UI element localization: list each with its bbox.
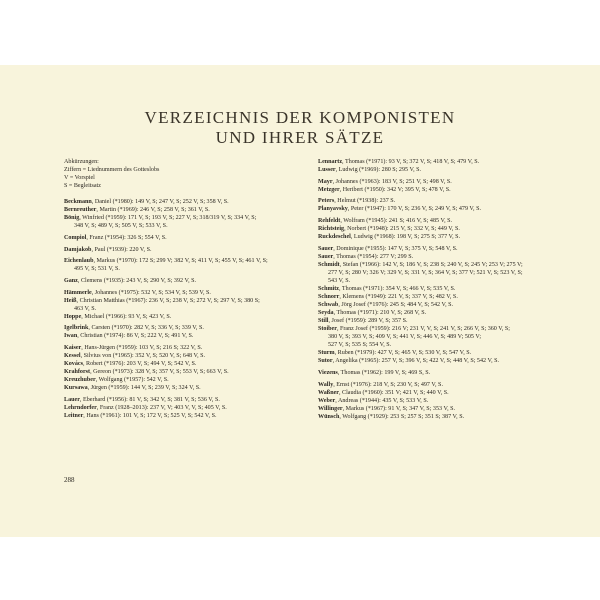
composer-group bbox=[64, 246, 288, 254]
composer-works: , Hans (*1961): 101 V, S; 172 V, S; 525 V, S; 542 V, S. bbox=[83, 413, 217, 420]
composer-works: , Thomas (*1971): 93 V, S; 372 V, S; 418 V, S; 479 V, S. bbox=[342, 159, 480, 165]
composer-name: Richtsteig bbox=[318, 226, 345, 233]
composer-works: 380 V, S; 393 V, S; 409 V, S; 441 V, S; 446 V, S; 489 V; 505 V; bbox=[328, 334, 482, 341]
composer-entry-line bbox=[318, 389, 548, 397]
composer-name: Lauer bbox=[64, 396, 80, 403]
composer-entry-line bbox=[318, 413, 548, 421]
composer-entry-line bbox=[318, 225, 548, 233]
composer-entry-line bbox=[64, 344, 288, 352]
composer-group bbox=[64, 344, 288, 392]
composer-works: , Gereon (*1973): 328 V, S; 357 V, S; 553 V, S; 663 V, S. bbox=[90, 369, 229, 376]
composer-works: 463 V, S. bbox=[74, 305, 97, 312]
composer-works: , Wolfgang (*1957): 542 V, S. bbox=[95, 377, 169, 384]
composer-entry-line bbox=[64, 368, 288, 376]
composer-name: Lennartz bbox=[318, 159, 343, 165]
composer-entry-line bbox=[64, 246, 288, 254]
composer-works: , Heribert (*1950): 342 V; 395 V, S; 478 V, S. bbox=[339, 186, 451, 193]
composer-entry-line bbox=[64, 297, 288, 305]
composer-entry-line bbox=[318, 186, 548, 194]
composer-works: , Stefan (*1966): 142 V, S; 186 V, S; 238 S; 240 V, S; 245 V; 253 V; 275 V; bbox=[339, 261, 523, 268]
composer-name: Stoiber bbox=[318, 326, 337, 333]
composer-entry-line bbox=[64, 305, 288, 313]
composer-list-right bbox=[318, 158, 548, 421]
composer-name: Wally bbox=[318, 381, 334, 388]
abbreviation-item: V = Vorspiel bbox=[64, 175, 95, 182]
composer-entry-line bbox=[64, 324, 288, 332]
composer-works: , Johannes (*1975): 532 V, S; 534 V, S; 539 V, S. bbox=[91, 289, 211, 296]
composer-works: , Markus (*1970): 172 S; 299 V; 382 V, S; 411 V, S; 455 V, S; 461 V, S; bbox=[93, 258, 268, 265]
book-page bbox=[0, 65, 600, 537]
composer-entry-line bbox=[318, 357, 548, 365]
composer-name: Lehrndorfer bbox=[64, 404, 97, 411]
composer-entry-line bbox=[64, 222, 288, 230]
abbreviations-heading: Abkürzungen: bbox=[64, 159, 99, 165]
composer-name: Willinger bbox=[318, 405, 343, 412]
composer-group bbox=[64, 234, 288, 242]
composer-works: , Thomas (*1971): 354 V, S; 466 V, S; 535 V, S. bbox=[339, 286, 456, 293]
composer-works: , Paul (*1939): 220 V, S. bbox=[91, 246, 152, 253]
composer-group bbox=[64, 289, 288, 321]
composer-entry-line bbox=[318, 309, 548, 317]
composer-entry-line bbox=[318, 333, 548, 341]
composer-name: Leitner bbox=[64, 413, 84, 420]
composer-group bbox=[318, 178, 548, 194]
composer-entry-line bbox=[64, 404, 288, 412]
composer-works: , Franz (1928–2013): 237 V, V; 403 V, V, S; 405 V, S. bbox=[96, 404, 227, 411]
composer-works: , Ruben (*1979): 427 V, S; 465 V, S; 530 V, S; 547 V, S. bbox=[334, 350, 472, 357]
composer-entry-line bbox=[64, 396, 288, 404]
composer-name: Iwan bbox=[64, 333, 78, 340]
composer-name: Sutor bbox=[318, 358, 333, 365]
composer-works: , Martin (*1969): 246 V, S; 258 V, S; 361 V, S. bbox=[96, 207, 210, 214]
composer-works: , Clemens (*1935): 243 V, S; 290 V, S; 392 V, S. bbox=[77, 277, 197, 284]
composer-entry-line bbox=[64, 313, 288, 321]
composer-works: , Johannes (*1963): 183 V, S; 251 V, S; 498 V, S. bbox=[332, 178, 452, 185]
composer-list-left bbox=[64, 198, 288, 420]
composer-name: Kessel bbox=[64, 353, 81, 360]
composer-name: Compiol bbox=[64, 234, 87, 241]
composer-entry-line bbox=[318, 245, 548, 253]
composer-works: , Claudia (*1960): 351 V; 421 V, S; 440 V, S. bbox=[339, 389, 449, 396]
composer-name: Hämmerle bbox=[64, 289, 92, 296]
abbreviation-item: Ziffern = Liednummern des Gotteslobs bbox=[64, 167, 160, 174]
composer-entry-line bbox=[318, 405, 548, 413]
composer-entry-line bbox=[64, 206, 288, 214]
composer-name: Metzger bbox=[318, 186, 340, 193]
composer-works: 543 V, S. bbox=[328, 277, 351, 284]
composer-entry-line bbox=[64, 352, 288, 360]
composer-entry-line bbox=[64, 265, 288, 273]
composer-works: , Carsten (*1970): 282 V, S; 336 V, S; 339 V, S. bbox=[88, 325, 204, 332]
composer-works: , Klemens (*1949): 221 V, S; 337 V, S; 482 V, S. bbox=[339, 294, 458, 301]
composer-works: 527 V, S; 535 S; 554 V, S. bbox=[328, 342, 392, 349]
composer-works: , Michael (*1966): 93 V, S; 423 V, S. bbox=[81, 313, 172, 320]
composer-entry-line bbox=[64, 360, 288, 368]
composer-works: , Ludwig (*1969): 280 S; 295 V, S. bbox=[335, 167, 422, 174]
right-column bbox=[318, 158, 548, 425]
composer-name: Peters bbox=[318, 198, 335, 205]
composer-works: , Angelika (*1965): 257 V, S; 396 V, S; 422 V, S; 448 V, S; 542 V, S. bbox=[332, 358, 500, 365]
composer-name: Ruckdeschel bbox=[318, 234, 351, 241]
composer-works: , Andreas (*1944): 435 V, S; 533 V, S. bbox=[335, 397, 429, 404]
composer-name: Krahforst bbox=[64, 369, 91, 376]
composer-works: 495 V, S; 531 V, S. bbox=[74, 266, 120, 273]
page-number: 288 bbox=[64, 476, 75, 484]
composer-works: , Helmut (*1938): 237 S. bbox=[334, 198, 396, 205]
composer-name: Sturm bbox=[318, 350, 335, 357]
composer-entry-line bbox=[318, 233, 548, 241]
composer-group bbox=[318, 381, 548, 421]
composer-works: , Thomas (*1962): 199 V, S; 469 S, S. bbox=[337, 370, 431, 377]
composer-name: Kovács bbox=[64, 361, 83, 368]
composer-entry-line bbox=[318, 341, 548, 349]
composer-entry-line bbox=[64, 412, 288, 420]
composer-group bbox=[64, 198, 288, 230]
composer-works: , Jürgen (*1959): 144 V, S; 239 V, S; 324 V, S. bbox=[87, 385, 201, 392]
composer-entry-line bbox=[64, 257, 288, 265]
composer-name: Bernreuther bbox=[64, 207, 97, 214]
composer-name: Lusser bbox=[318, 167, 336, 174]
composer-works: 277 V, S; 280 V; 326 V; 329 V, S; 331 V, S; 364 V, S; 377 V; 521 V, S; 523 V, S; bbox=[328, 269, 523, 276]
composer-group bbox=[64, 324, 288, 340]
composer-works: , Wolfgang (*1929): 253 S; 257 S; 351 S; 387 V, S. bbox=[339, 413, 465, 420]
composer-name: Igelbrink bbox=[64, 325, 89, 332]
composer-group bbox=[64, 396, 288, 420]
composer-entry-line bbox=[64, 198, 288, 206]
composer-entry-line bbox=[318, 158, 548, 166]
composer-name: Seyda bbox=[318, 310, 334, 317]
composer-name: Planyavsky bbox=[318, 206, 348, 213]
composer-entry-line bbox=[318, 369, 548, 377]
composer-name: Ganz bbox=[64, 277, 78, 284]
composer-group bbox=[64, 257, 288, 273]
left-column bbox=[64, 158, 288, 424]
composer-entry-line bbox=[318, 301, 548, 309]
composer-name: Viezens bbox=[318, 370, 338, 377]
composer-entry-line bbox=[318, 349, 548, 357]
composer-entry-line bbox=[318, 217, 548, 225]
composer-name: Sauer bbox=[318, 253, 334, 260]
composer-entry-line bbox=[64, 376, 288, 384]
composer-group bbox=[318, 369, 548, 377]
composer-name: Sauer bbox=[318, 245, 334, 252]
composer-works: , Ernst (*1976): 218 V, S; 230 V, S; 497 V, S. bbox=[333, 381, 443, 388]
composer-name: Kreuzhuber bbox=[64, 377, 96, 384]
composer-works: , Josef (*1959): 289 V, S; 357 S. bbox=[328, 318, 408, 325]
composer-name: Waßner bbox=[318, 389, 339, 396]
composer-entry-line bbox=[318, 381, 548, 389]
composer-works: , Robert (*1976): 203 V, S; 494 V, S; 542 V, S. bbox=[82, 361, 197, 368]
composer-works: , Christian Matthias (*1967): 236 V, S; 238 V, S; 272 V, S; 297 V, S; 380 S; bbox=[76, 297, 260, 304]
composer-works: , Franz (*1954): 326 S; 554 V, S. bbox=[86, 234, 167, 241]
composer-entry-line bbox=[64, 277, 288, 285]
page-title-line1: VERZEICHNIS DER KOMPONISTEN bbox=[144, 108, 456, 127]
composer-name: Damjakob bbox=[64, 246, 92, 253]
composer-name: Still bbox=[318, 318, 329, 325]
composer-entry-line bbox=[318, 253, 548, 261]
composer-name: Weber bbox=[318, 397, 336, 404]
composer-works: , Dominique (*1955): 147 V, S; 375 V, S; 548 V, S. bbox=[333, 245, 458, 252]
composer-name: Bönig bbox=[64, 215, 80, 222]
composer-entry-line bbox=[64, 289, 288, 297]
composer-name: Rehfeldt bbox=[318, 218, 341, 225]
page-title-line2: UND IHRER SÄTZE bbox=[215, 128, 385, 147]
composer-works: , Silvius von (*1965): 352 V, S; 520 V, S; 648 V, S. bbox=[80, 353, 206, 360]
composer-works: , Peter (*1947): 170 V, S; 236 V, S; 249 V, S; 479 V, S. bbox=[347, 206, 482, 213]
composer-works: , Eberhard (*1956): 81 V, S; 342 V, S; 381 V, S; 536 V, S. bbox=[79, 396, 220, 403]
composer-entry-line bbox=[318, 325, 548, 333]
composer-entry-line bbox=[318, 261, 548, 269]
composer-works: , Norbert (*1948): 215 V, S; 332 V, S; 449 V, S. bbox=[344, 226, 460, 233]
composer-entry-line bbox=[318, 317, 548, 325]
composer-name: Wünsch bbox=[318, 413, 340, 420]
composer-entry-line bbox=[64, 234, 288, 242]
composer-works: , Winfried (*1959): 171 V, S; 193 V, S; 227 V, S; 318/319 V, S; 334 V, S; bbox=[79, 215, 257, 222]
abbreviations bbox=[64, 158, 288, 190]
composer-works: , Franz Josef (*1959): 216 V; 231 V, V, S; 241 V, S; 266 V, S; 360 V, S; bbox=[336, 326, 510, 333]
composer-entry-line bbox=[318, 178, 548, 186]
abbreviation-item: S = Begleitsatz bbox=[64, 183, 101, 190]
composer-entry-line bbox=[318, 285, 548, 293]
composer-entry-line bbox=[318, 293, 548, 301]
composer-name: Eichenlaub bbox=[64, 258, 94, 265]
composer-works: , Wolfram (*1945): 241 S; 416 V, S; 485 V, S. bbox=[340, 218, 453, 225]
composer-works: 348 V, S; 489 V, S; 505 V, S; 533 V, S. bbox=[74, 223, 168, 230]
composer-group bbox=[318, 245, 548, 366]
composer-name: Hoppe bbox=[64, 313, 82, 320]
composer-works: , Jörg Josef (*1976): 245 S; 484 V, S; 542 V, S. bbox=[338, 302, 454, 309]
composer-name: Kursawa bbox=[64, 385, 88, 392]
composer-works: , Ludwig (*1968): 198 V, S; 275 S; 377 V, S. bbox=[350, 234, 461, 241]
composer-name: Schmidt bbox=[318, 261, 340, 268]
composer-name: Mayr bbox=[318, 178, 333, 185]
composer-works: , Christian (*1974): 86 V, S; 222 V, S; 491 V, S. bbox=[77, 333, 194, 340]
composer-entry-line bbox=[64, 332, 288, 340]
composer-works: , Markus (*1967): 91 V, S; 347 V, S; 353 V, S. bbox=[342, 405, 456, 412]
composer-group bbox=[318, 217, 548, 241]
composer-works: , Thomas (*1954): 277 V; 299 S. bbox=[333, 253, 414, 260]
composer-works: , Thomas (*1971): 210 V, S; 268 V, S. bbox=[333, 310, 427, 317]
composer-name: Schwab bbox=[318, 302, 339, 309]
composer-entry-line bbox=[64, 214, 288, 222]
composer-name: Kaiser bbox=[64, 345, 82, 352]
composer-entry-line bbox=[318, 277, 548, 285]
composer-group bbox=[318, 197, 548, 213]
composer-works: , Daniel (*1980): 149 V, S; 247 V, S; 252 V, S; 358 V, S. bbox=[91, 199, 229, 206]
composer-entry-line bbox=[318, 197, 548, 205]
composer-group bbox=[64, 277, 288, 285]
composer-works: , Hans-Jürgen (*1959): 103 V, S; 216 S; 322 V, S. bbox=[81, 345, 203, 352]
composer-name: Beckmann bbox=[64, 199, 92, 206]
composer-entry-line bbox=[318, 269, 548, 277]
composer-group bbox=[318, 158, 548, 174]
composer-entry-line bbox=[318, 166, 548, 174]
composer-name: Schmitz bbox=[318, 286, 339, 293]
composer-name: Schnorr bbox=[318, 294, 340, 301]
composer-entry-line bbox=[64, 384, 288, 392]
composer-entry-line bbox=[318, 397, 548, 405]
composer-name: Heiß bbox=[64, 297, 77, 304]
composer-entry-line bbox=[318, 205, 548, 213]
